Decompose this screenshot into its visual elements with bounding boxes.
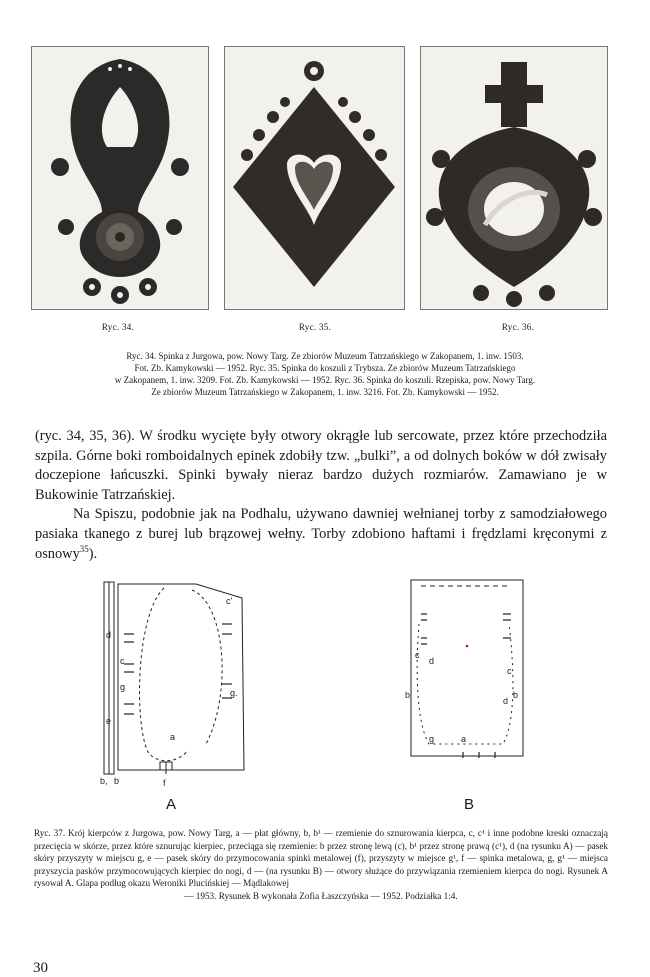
- drawing-a-label-c1: c': [226, 596, 233, 606]
- brooch-36-image: [421, 47, 607, 309]
- photo-ryc-35: [224, 46, 405, 310]
- drawing-a-label-g: g: [120, 682, 126, 692]
- page-number: 30: [33, 960, 48, 976]
- drawing-b-label-b: b: [405, 690, 411, 700]
- drawing-a-label-e: e: [106, 716, 112, 726]
- drawing-a-label-a: a: [170, 732, 176, 742]
- drawing-b-letter: B: [464, 796, 475, 813]
- paragraph: [35, 505, 607, 564]
- drawing-a-pattern: [96, 574, 258, 796]
- paragraph-text: Na Spiszu, podobnie jak na Podhalu, używano dawniej wełnianej torby z samodziałowego pasiaka tkanego z burej lub brązowej wełny. Torby zdobiono haftami i frędzlami kręconymi z osnowy: [35, 506, 607, 562]
- caption-last-line: — 1953. Rysunek B wykonała Zofia Łaszczyńska — 1952. Podziałka 1:4.: [184, 890, 458, 901]
- drawing-b-label-g: g: [429, 734, 435, 744]
- paragraph-end: ).: [88, 545, 98, 562]
- main-text: [35, 427, 607, 564]
- brooch-35-image: [225, 47, 404, 309]
- drawing-b-label-d: d: [429, 656, 435, 666]
- drawing-a-label-d: d: [106, 630, 112, 640]
- figure-label-35: Ryc. 35.: [298, 322, 332, 332]
- figure-label-36: Ryc. 36.: [501, 322, 535, 332]
- drawing-b-label-b1: b: [513, 690, 519, 700]
- top-caption-line: Fot. Zb. Kamykowski — 1952. Ryc. 35. Spinka do koszuli z Trybsza. Ze zbiorów Muzeum Tatrzańskiego: [134, 363, 516, 373]
- brooch-34-image: [32, 47, 208, 309]
- drawing-a-label-c: c: [120, 656, 125, 666]
- drawing-a-label-b: b,: [100, 776, 108, 786]
- drawing-b-pattern: [403, 574, 531, 766]
- top-caption: [52, 350, 598, 398]
- photo-ryc-34: [31, 46, 209, 310]
- top-caption-line: w Zakopanem, 1. inw. 3209. Fot. Zb. Kamykowski — 1952. Ryc. 36. Spinka do koszuli. Rzepiska, pow. Nowy Targ.: [114, 375, 536, 385]
- drawing-b-label-c1: c: [507, 666, 512, 676]
- footnote-ref: 35: [79, 543, 89, 554]
- drawing-b-label-a: a: [461, 734, 467, 744]
- bottom-caption: [34, 827, 608, 903]
- paragraph: (ryc. 34, 35, 36). W środku wycięte były otwory okrągłe lub sercowate, przez które przechodziła szpila. Górne boki romboidalnych epinek zdobiły tzw. „bulki”, a od dolnych boków w dół zwisały doczepione łańcuszki. Spinki bywały nieraz bardzo dużych rozmiarów. Zamawiano je w Bukowinie Tatrzańskiej.: [35, 428, 607, 503]
- drawing-a-label-f: f: [163, 778, 166, 788]
- drawing-b-label-c: c: [415, 650, 420, 660]
- drawing-a-letter: A: [166, 796, 177, 813]
- drawing-b-label-d1: d: [503, 696, 509, 706]
- drawing-a-label-g1: g.: [230, 688, 238, 698]
- photo-ryc-36: [420, 46, 608, 310]
- top-caption-line: Ze zbiorów Muzeum Tatrzańskiego w Zakopanem, 1. inw. 3216. Fot. Zb. Kamykowski — 1952.: [151, 387, 499, 397]
- top-caption-line: Ryc. 34. Spinka z Jurgowa, pow. Nowy Targ. Ze zbiorów Muzeum Tatrzańskiego w Zakopanem, 1. inw. 1503.: [126, 351, 524, 361]
- caption-text: Ryc. 37. Krój kierpców z Jurgowa, pow. Nowy Targ, a — płat główny, b, b¹ — rzemienie do sznurowania kierpca, c, c¹ i inne podobne kreski oznaczają przecięcia w skórze, przez które sznurując kierpiec, przeciąga się rzemienie: b przez stronę lewą (c), b¹ przez stronę prawą (c¹), d (na rysunku A) — pasek skóry przyszyty w miejscu g, e — pasek skóry do przymocowania spinki metalowej (f), przyszyty w miejsce g¹, f — spinka metalowa, g, g¹ — miejsca przyszycia pasków przymocowujących kierpiec do nogi, d — (na rysunku B) — otwory służące do przywiązania rzemieniem kierpca do nogi. Rysunek A rysował A. Glapa podług okazu Weroniki Plucińskiej — Mądlakowej: [34, 828, 608, 889]
- drawing-a-label-b1: b: [114, 776, 120, 786]
- figure-label-34: Ryc. 34.: [101, 322, 135, 332]
